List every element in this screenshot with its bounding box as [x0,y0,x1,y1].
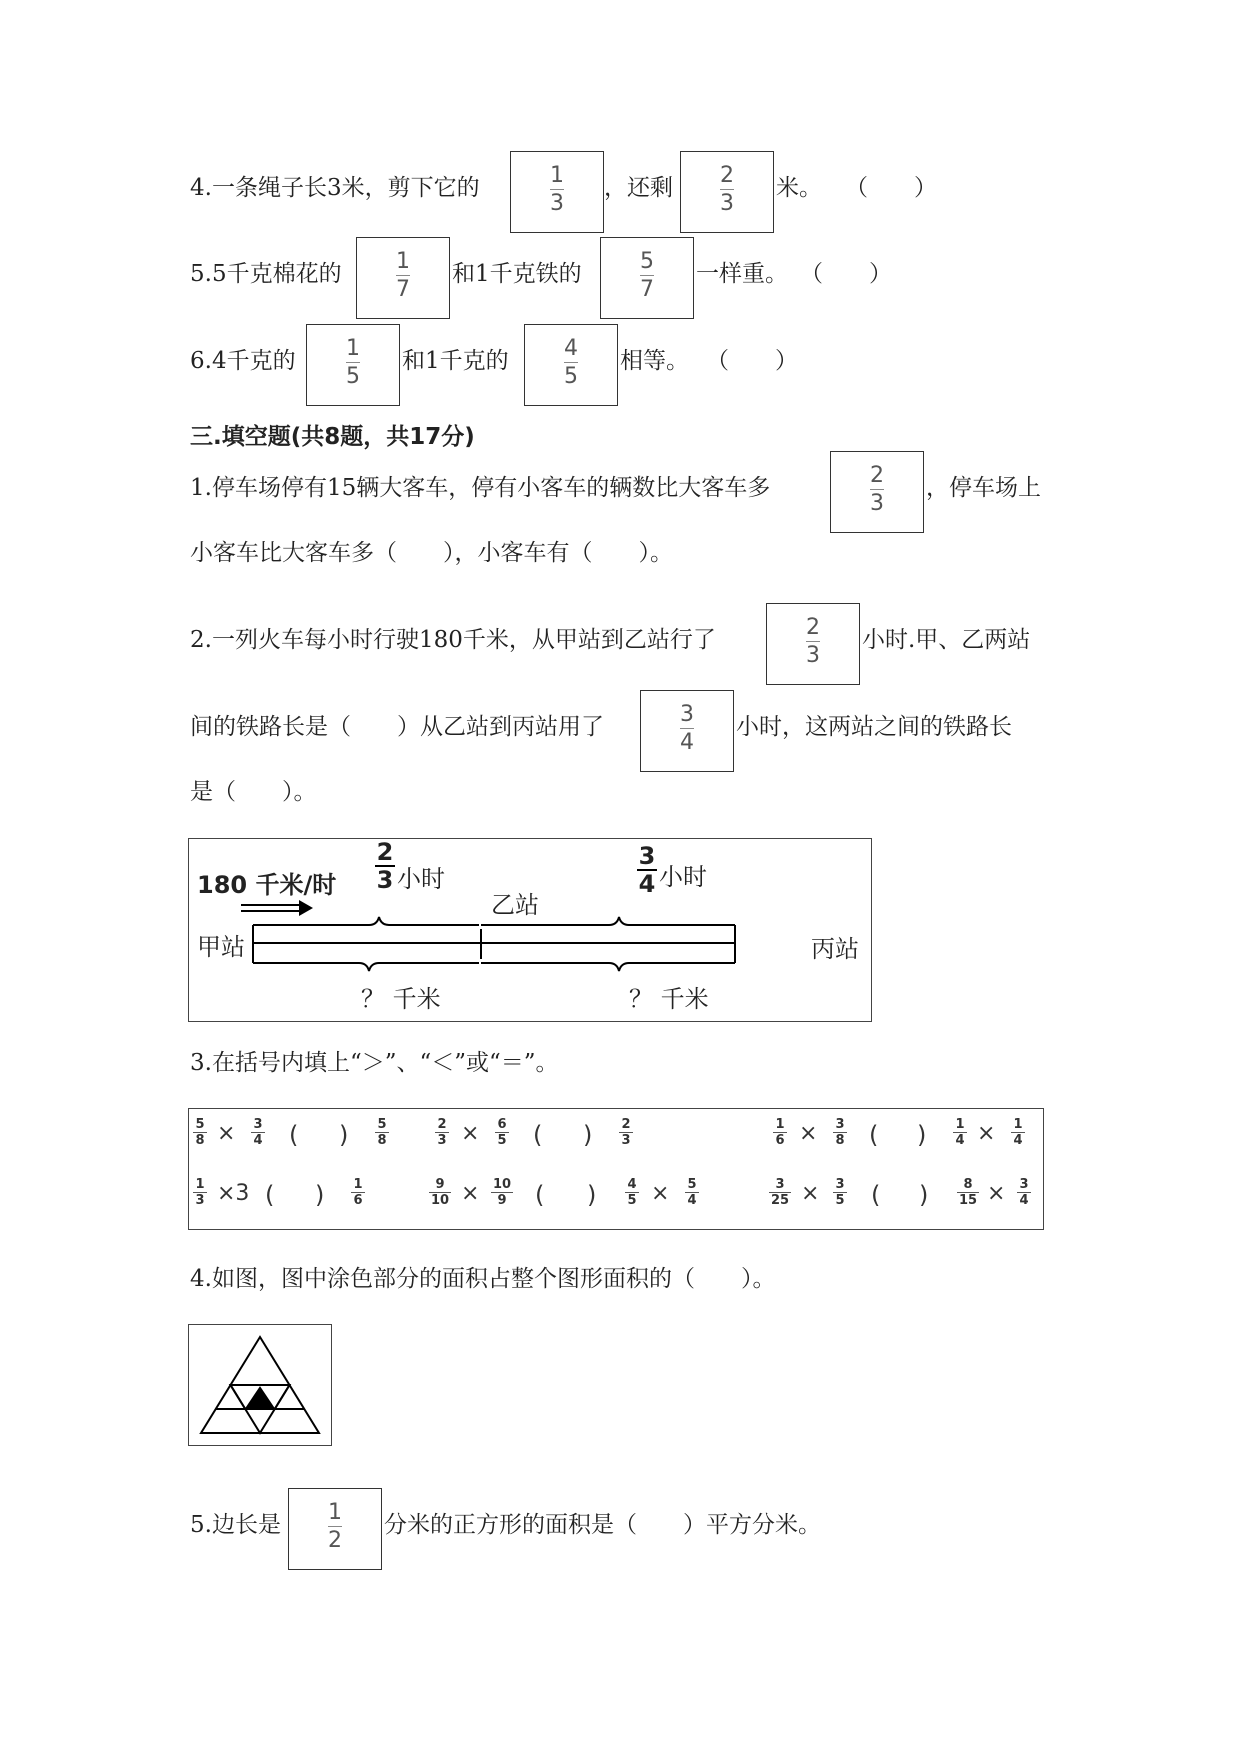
s3-question-3: 3.在括号内填上“＞”、“＜”或“＝”。 [190,1050,559,1076]
fraction-box [306,324,400,406]
times-icon: × [217,1121,236,1146]
numerator: 1 [346,336,360,361]
time-fraction-1: 2 3 [376,838,394,894]
s3-question-2-cont [190,702,1090,802]
denominator: 5 [564,364,578,389]
fraction: 3 8 [833,1117,847,1148]
answer-paren-left[interactable]: ( [533,1121,543,1149]
question-text: 小时，这两站之间的铁路长 [736,714,1012,740]
answer-paren-left[interactable]: ( [265,1181,275,1209]
denominator: 7 [396,277,410,302]
answer-paren-right[interactable]: ) [917,1121,927,1149]
answer-paren-left[interactable]: ( [869,1121,879,1149]
station-b: 乙站 [491,891,539,919]
fraction: 10 9 [492,1177,512,1208]
times-icon: × [651,1181,670,1206]
fraction-box [510,151,604,233]
denominator: 2 [328,1528,342,1553]
answer-paren-right[interactable]: ) [339,1121,349,1149]
denominator: 3 [870,491,884,516]
time-unit-2: 小时 [659,863,707,891]
denominator: 3 [806,643,820,668]
fraction: 1 3 [193,1177,207,1208]
distance-2: ？ 千米 [629,985,709,1013]
question-text: 和1千克铁的 [452,261,582,287]
question-text: 2.一列火车每小时行驶180千米，从甲站到乙站行了 [190,627,716,653]
fraction: 3 25 [770,1177,790,1208]
times-icon: × [977,1121,996,1146]
multiplier: ×3 [217,1181,250,1206]
fraction: 3 5 [833,1177,847,1208]
fraction: 2 3 [435,1117,449,1148]
fraction-box [524,324,618,406]
answer-paren-left[interactable]: ( [871,1181,881,1209]
fraction: 2 3 [619,1117,633,1148]
denominator: 3 [550,191,564,216]
question-text: 6.4千克的 [190,348,296,374]
fraction-box [680,151,774,233]
fraction-box [766,603,860,685]
s3-question-5 [190,1500,1090,1600]
fraction: 5 4 [685,1177,699,1208]
fraction: 1 4 [1011,1117,1025,1148]
numerator: 2 [720,163,734,188]
comparison-row-1 [189,1109,1045,1169]
numerator: 1 [396,249,410,274]
numerator: 1 [328,1500,342,1525]
fraction-box [288,1488,382,1570]
denominator: 5 [346,364,360,389]
route-line [249,909,809,989]
question-text: 一样重。 [696,261,788,287]
question-text: 4.一条绳子长3米，剪下它的 [190,175,480,201]
fraction: 5 8 [193,1117,207,1148]
fraction: 3 4 [1017,1177,1031,1208]
fraction: 1 6 [351,1177,365,1208]
answer-paren-right[interactable]: ) [919,1181,929,1209]
numerator: 4 [564,336,578,361]
station-a: 甲站 [197,933,245,961]
comparison-panel [188,1108,1044,1230]
fraction-box [600,237,694,319]
answer-blank[interactable]: （ ） [800,261,892,287]
question-text: 5.5千克棉花的 [190,261,342,287]
fraction: 4 5 [625,1177,639,1208]
answer-paren-right[interactable]: ) [315,1181,325,1209]
fraction: 8 15 [958,1177,978,1208]
fraction: 1 4 [953,1117,967,1148]
fraction: 3 4 [251,1117,265,1148]
question-text: ，停车场上 [926,475,1041,501]
question-text: 米。 [776,175,822,201]
station-c: 丙站 [811,935,859,963]
fraction: 9 10 [430,1177,450,1208]
answer-blank[interactable]: （ ） [706,348,798,374]
fraction: 6 5 [495,1117,509,1148]
fraction-box [356,237,450,319]
question-text: ，还剩 [604,175,673,201]
numerator: 2 [870,463,884,488]
comparison-row-2 [189,1169,1045,1229]
question-text: 小时.甲、乙两站 [862,627,1031,653]
question-text: 1.停车场停有15辆大客车，停有小客车的辆数比大客车多 [190,475,771,501]
question-text: 间的铁路长是（ ）从乙站到丙站用了 [190,714,604,740]
answer-paren-left[interactable]: ( [289,1121,299,1149]
answer-paren-left[interactable]: ( [535,1181,545,1209]
denominator: 4 [680,730,694,755]
fraction-box [830,451,924,533]
times-icon: × [461,1121,480,1146]
time-fraction-2: 3 4 [638,842,656,898]
section-title: 三.填空题(共8题，共17分) [190,424,475,450]
question-text: 分米的正方形的面积是（ ）平方分米。 [384,1512,821,1538]
train-diagram [188,838,872,1022]
numerator: 1 [550,163,564,188]
time-unit-1: 小时 [397,865,445,893]
fraction: 5 8 [375,1117,389,1148]
denominator: 7 [640,277,654,302]
question-text: 小客车比大客车多（ ），小客车有（ ）。 [190,540,673,566]
denominator: 3 [720,191,734,216]
answer-blank[interactable]: （ ） [845,175,937,201]
numerator: 5 [640,249,654,274]
times-icon: × [461,1181,480,1206]
distance-1: ？ 千米 [361,985,441,1013]
speed-label: 180 千米/时 [197,871,337,899]
times-icon: × [801,1181,820,1206]
fraction-box [640,690,734,772]
question-text: 5.边长是 [190,1512,281,1538]
fraction: 1 6 [773,1117,787,1148]
question-text: 相等。 [620,348,689,374]
answer-paren-right[interactable]: ) [583,1121,593,1149]
numerator: 2 [806,615,820,640]
question-text: 是（ ）。 [190,779,317,805]
question-text: 和1千克的 [402,348,509,374]
times-icon: × [799,1121,818,1146]
times-icon: × [987,1181,1006,1206]
numerator: 3 [680,702,694,727]
nested-triangles-icon [189,1325,331,1445]
answer-paren-right[interactable]: ) [587,1181,597,1209]
triangle-figure [188,1324,332,1446]
s3-question-4: 4.如图，图中涂色部分的面积占整个图形面积的（ ）。 [190,1266,776,1292]
